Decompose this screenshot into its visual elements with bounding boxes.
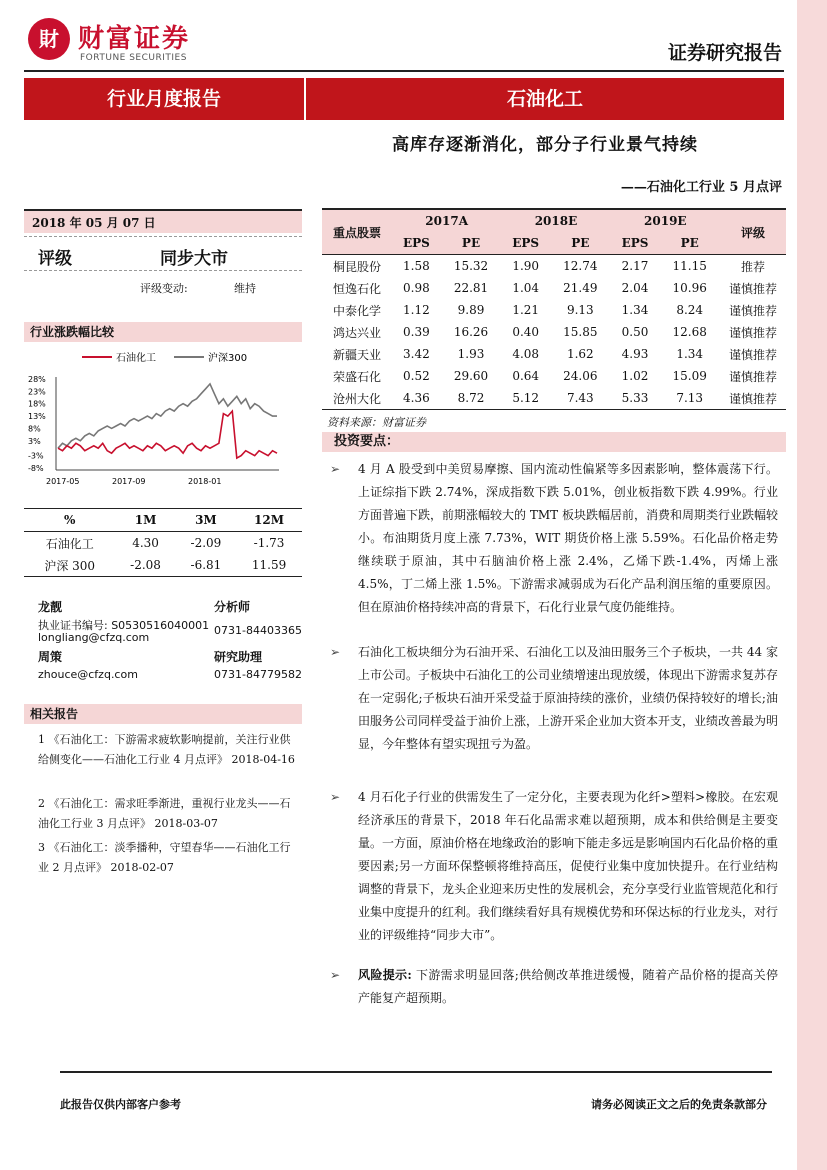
- related-section-heading: 相关报告: [24, 704, 302, 724]
- perf-cell: 4.30: [132, 536, 159, 550]
- stock-cell: 11.15: [672, 259, 707, 273]
- stock-cell: 0.40: [512, 325, 540, 339]
- stock-cell: 7.13: [659, 387, 720, 410]
- perf-cell: -6.81: [176, 554, 236, 577]
- stock-cell: 4.36: [392, 387, 441, 410]
- bullet-arrow-icon: ➢: [330, 790, 341, 804]
- x-tick-label: 2017-09: [112, 477, 146, 486]
- stock-name: 新疆天业: [332, 347, 381, 362]
- stock-cell: 1.34: [676, 347, 704, 361]
- perf-cell: -2.09: [190, 536, 222, 550]
- risk-label: 风险提示:: [358, 968, 412, 982]
- stock-cell: 0.39: [403, 325, 430, 339]
- y-tick-label: 28%: [28, 375, 46, 384]
- stock-cell: 8.24: [676, 303, 704, 317]
- analyst-phone-1: 0731-84403365: [214, 624, 302, 637]
- y-tick-label: -3%: [28, 451, 44, 461]
- stock-cell: 4.08: [512, 347, 540, 361]
- stock-cell: 1.58: [403, 259, 430, 273]
- stock-rating: 谨慎推荐: [728, 369, 777, 384]
- stock-cell: 22.81: [453, 281, 489, 295]
- y-tick-label: 13%: [28, 412, 46, 422]
- bullet-arrow-icon: ➢: [330, 645, 341, 659]
- stock-cell: 9.89: [457, 303, 485, 317]
- col-header-stock: 重点股票: [322, 209, 392, 255]
- stock-cell: 1.04: [512, 281, 540, 295]
- rating-label: 评级: [38, 249, 72, 269]
- table-row: [24, 532, 302, 555]
- company-name-cn: 财富证券: [78, 24, 191, 54]
- stock-rating: 谨慎推荐: [728, 325, 777, 340]
- stock-cell: 15.09: [672, 369, 707, 383]
- related-report-link[interactable]: 3 《石油化工：淡季播种，守望春华——石油化工行业 2 月点评》 2018-02-07: [38, 841, 291, 874]
- analyst-email-2[interactable]: zhouce@cfzq.com: [38, 668, 138, 681]
- page-title: 高库存逐渐消化，部分子行业景气持续: [392, 135, 698, 155]
- col-header-metric: PE: [659, 232, 720, 255]
- stock-cell: 1.21: [512, 303, 540, 317]
- divider: [24, 270, 302, 271]
- stock-cell: 8.72: [441, 387, 502, 410]
- related-report-link[interactable]: 1 《石油化工：下游需求疲软影响提前，关注行业供给侧变化——石油化工行业 4 月点评》 2018-04-16: [38, 733, 295, 766]
- stock-cell: 0.50: [621, 325, 649, 339]
- analyst-role-2: 研究助理: [214, 650, 263, 664]
- stock-cell: 1.12: [403, 303, 430, 317]
- investment-points-heading: 投资要点：: [322, 432, 786, 452]
- company-logo-icon: 財: [28, 18, 70, 60]
- perf-cell: 沪深 300: [24, 554, 115, 577]
- header-divider: [24, 70, 784, 72]
- perf-header: 12M: [236, 509, 302, 532]
- col-header-metric: EPS: [501, 232, 550, 255]
- stock-rating: 谨慎推荐: [728, 281, 777, 296]
- stock-name: 恒逸石化: [332, 281, 381, 296]
- legend-swatch-csi300: [174, 356, 204, 358]
- col-header-metric: EPS: [392, 232, 441, 255]
- col-header-year: 2019E: [611, 209, 720, 232]
- table-row: [322, 365, 786, 387]
- stock-name: 沧州大化: [322, 387, 392, 410]
- rating-value: 同步大市: [160, 249, 228, 269]
- stock-cell: 0.64: [512, 369, 540, 383]
- analyst-phone-2: 0731-84779582: [214, 668, 302, 681]
- legend-label-petrochem: 石油化工: [116, 353, 156, 364]
- footer-left: 此报告仅供内部客户参考: [60, 1098, 181, 1111]
- perf-header: 1M: [115, 509, 175, 532]
- table-row: [322, 387, 786, 410]
- stock-rating: 推荐: [740, 259, 765, 274]
- stock-cell: 7.43: [550, 387, 611, 410]
- footer-right: 请务必阅读正文之后的免责条款部分: [591, 1098, 767, 1111]
- perf-cell: -1.73: [253, 536, 285, 550]
- series-line-csi300: [58, 384, 277, 448]
- col-header-rating: 评级: [720, 209, 786, 255]
- point-paragraph-1: 4 月 A 股受到中美贸易摩擦、国内流动性偏紧等多因素影响，整体震荡下行。上证综指下跌 2.74%，深成指数下跌 5.01%，创业板指数下跌 4.99%。行业方面普遍下跌，前期涨幅较大的 TMT 板块跌幅居前，消费和周期类行业跌幅较小。布油期货月度上涨 7.73%，WIT 期货价格上涨 5.59%。石化品价格走势继续联于原油，其中石脑油价格上涨 2.4%，乙烯下跌-1.4%，丙烯上涨 4.5%，丁二烯上涨 1.5%。下游需求减弱成为石化产品利润压缩的重要原因。但在原油价格持续冲高的背景下，石化行业景气度仍能维持。: [358, 462, 778, 614]
- perf-header: %: [24, 509, 115, 532]
- legend-swatch-petrochem: [82, 356, 112, 358]
- footer-divider: [60, 1071, 772, 1073]
- y-tick-label: 18%: [28, 399, 46, 409]
- col-header-year: 2017A: [392, 209, 501, 232]
- stock-cell: 15.32: [453, 259, 489, 273]
- stock-name: 荣盛石化: [332, 369, 381, 384]
- rating-change-label: 评级变动:: [140, 282, 188, 295]
- analyst-cert-1: 执业证书编号: S0530516040001: [38, 619, 210, 632]
- stock-cell: 1.90: [512, 259, 540, 273]
- stock-name: 中泰化学: [332, 303, 381, 318]
- analyst-name-1: 龙靓: [38, 600, 63, 614]
- report-date: 2018 年 05 月 07 日: [24, 209, 302, 233]
- stock-cell: 1.93: [457, 347, 485, 361]
- stock-cell: 24.06: [563, 369, 598, 383]
- point-paragraph-3: 4 月石化子行业的供需发生了一定分化，主要表现为化纤>塑料>橡胶。在宏观经济承压的背景下，2018 年石化品需求难以超预期，成本和供给侧是主要变量。一方面，原油价格在地缘政治的影响下能走多远是影响国内石化品价格的重要因素;另一方面环保整顿将维持高压，促使行业集中度加快提升。在行业结构调整的背景下，龙头企业迎来历史性的发展机会，充分享受行业监管规范化和行业集中度提升的红利。我们继续看好具有规模优势和环保达标的行业龙头，对行业的评级维持“同步大市”。: [358, 790, 779, 942]
- y-tick-label: 3%: [28, 436, 41, 446]
- perf-cell: -2.08: [115, 554, 175, 577]
- stock-cell: 10.96: [672, 281, 707, 295]
- bullet-arrow-icon: ➢: [330, 462, 341, 476]
- table-row: [322, 343, 786, 365]
- stock-cell: 15.85: [563, 325, 598, 339]
- x-tick-label: 2017-05: [46, 477, 80, 486]
- analyst-role-1: 分析师: [214, 600, 251, 614]
- stock-rating: 谨慎推荐: [728, 303, 777, 318]
- analyst-name-2: 周策: [38, 650, 63, 664]
- point-paragraph-2: 石油化工板块细分为石油开采、石油化工以及油田服务三个子板块，一共 44 家上市公司。子板块中石油化工的公司业绩增速出现放缓，体现出下游需求复苏存在一定弱化;子板块石油开采受益于原油持续的涨价，业绩仍保持较好的增长;油田服务公司同样受益于油价上涨，上游开采企业加大资本开支，业绩改善最为明显，今年整体有望实现扭亏为盈。: [358, 645, 779, 751]
- legend-label-csi300: 沪深300: [208, 353, 248, 364]
- y-tick-label: 23%: [28, 387, 46, 397]
- stock-cell: 16.26: [453, 325, 489, 339]
- key-stocks-table: [322, 208, 786, 410]
- analyst-email-1[interactable]: longliang@cfzq.com: [38, 631, 150, 644]
- x-tick-label: 2018-01: [188, 477, 222, 486]
- table-row: [322, 277, 786, 299]
- company-name-en: FORTUNE SECURITIES: [80, 53, 187, 63]
- page-subtitle: ——石油化工行业 5 月点评: [620, 180, 782, 195]
- stock-cell: 12.68: [672, 325, 707, 339]
- col-header-metric: EPS: [611, 232, 660, 255]
- stock-cell: 4.93: [621, 347, 649, 361]
- y-tick-label: 8%: [28, 424, 41, 434]
- table-row: [322, 255, 786, 278]
- stock-cell: 2.04: [621, 281, 649, 295]
- stock-cell: 2.17: [621, 259, 649, 273]
- stock-cell: 1.02: [621, 369, 649, 383]
- stock-cell: 0.98: [403, 281, 430, 295]
- decorative-side-bar: [797, 0, 827, 1170]
- industry-performance-chart: [24, 345, 302, 495]
- perf-header: 3M: [176, 509, 236, 532]
- rating-change-value: 维持: [234, 282, 256, 295]
- stock-cell: 21.49: [563, 281, 598, 295]
- stock-cell: 1.34: [621, 303, 649, 317]
- risk-paragraph: [358, 964, 778, 1010]
- table-row: [322, 321, 786, 343]
- performance-table: [24, 508, 302, 577]
- stock-cell: 9.13: [566, 303, 594, 317]
- stock-cell: 3.42: [403, 347, 430, 361]
- stock-cell: 5.33: [611, 387, 660, 410]
- stock-cell: 0.52: [403, 369, 430, 383]
- perf-section-heading: 行业涨跌幅比较: [24, 322, 302, 342]
- col-header-year: 2018E: [501, 209, 610, 232]
- industry-name: 石油化工: [506, 88, 583, 110]
- stock-name: 桐昆股份: [332, 259, 381, 274]
- report-type: 证券研究报告: [667, 42, 782, 64]
- table-source: 资料来源：财富证券: [327, 416, 426, 429]
- report-category: 行业月度报告: [106, 88, 221, 110]
- stock-cell: 1.62: [566, 347, 594, 361]
- divider: [24, 236, 302, 237]
- related-report-link[interactable]: 2 《石油化工：需求旺季渐进，重视行业龙头——石油化工行业 3 月点评》 2018-03-07: [38, 797, 291, 830]
- bullet-arrow-icon: ➢: [330, 968, 341, 982]
- stock-cell: 5.12: [501, 387, 550, 410]
- stock-cell: 12.74: [563, 259, 598, 273]
- risk-text: 下游需求明显回落;供给侧改革推进缓慢，随着产品价格的提高关停产能复产超预期。: [358, 968, 778, 1005]
- stock-rating: 谨慎推荐: [728, 347, 777, 362]
- stock-cell: 29.60: [453, 369, 489, 383]
- y-tick-label: -8%: [28, 464, 44, 473]
- perf-cell: 11.59: [236, 554, 302, 577]
- col-header-metric: PE: [441, 232, 502, 255]
- stock-name: 鸿达兴业: [332, 325, 381, 340]
- table-row: [24, 554, 302, 577]
- stock-rating: 谨慎推荐: [720, 387, 786, 410]
- perf-cell: 石油化工: [45, 536, 94, 551]
- table-row: [322, 299, 786, 321]
- col-header-metric: PE: [550, 232, 611, 255]
